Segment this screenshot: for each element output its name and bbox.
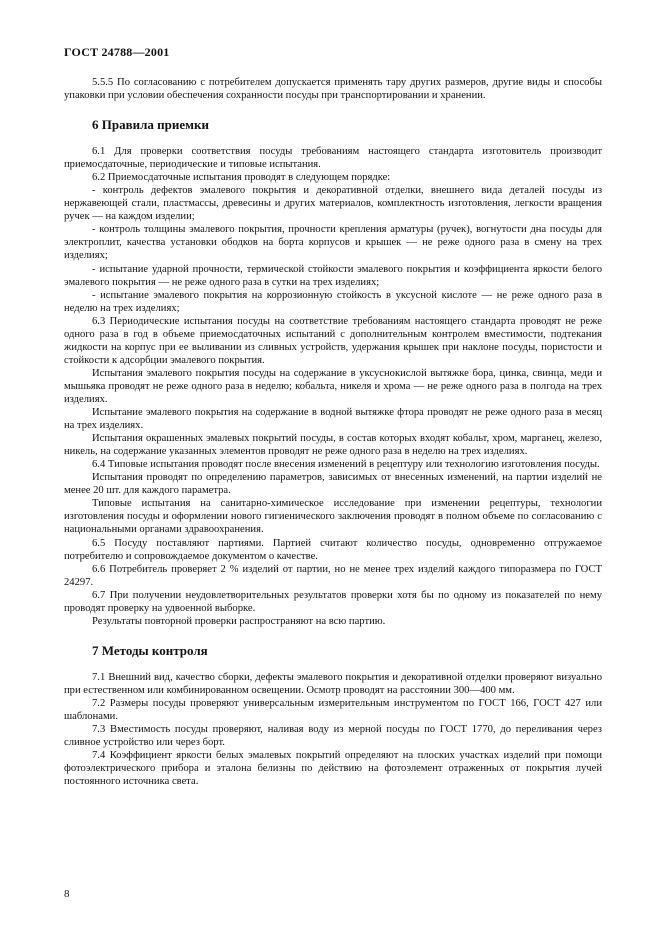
paragraph: Испытания эмалевого покрытия посуды на содержание в уксуснокислой вытяжке бора, цинка, свинца, меди и мышьяка проводят не реже одного раза в неделю; кобальта, никеля и хрома — не реже одного раза в полгода на трех изделиях. [64,367,602,405]
paragraph: 6.1 Для проверки соответствия посуды требованиям настоящего стандарта изготовитель производит приемосдаточные, периодические и типовые испытания. [64,146,602,171]
document-header: ГОСТ 24788—2001 [64,45,170,59]
paragraph: 6.3 Периодические испытания посуды на соответствие требованиям настоящего стандарта проводят не реже одного раза в год в объеме приемосдаточных испытаний с дополнительным контролем вместимости, подтекания жидкости на корпус при ее выливании из сливных устройств, удержания крышек при наклоне посуды, пористости и стойкости к адсорбции эмалевого покрытия. [64,315,602,366]
paragraph: Типовые испытания на санитарно-химическое исследование при изменении рецептуры, технологии изготовления посуды и оформлении нового гигиенического заключения проводят в полном объеме по согласованию с национальными органами здравоохранения. [64,498,602,536]
paragraph: Испытание эмалевого покрытия на содержание в водной вытяжке фтора проводят не реже одного раза в месяц на трех изделиях. [64,407,602,432]
list-item: - испытание эмалевого покрытия на коррозионную стойкость в уксусной кислоте — не реже одного раза в неделю на трех изделиях; [64,289,602,314]
paragraph-5-5-5: 5.5.5 По согласованию с потребителем допускается применять тару других размеров, другие виды и способы упаковки при условии обеспечения сохранности посуды при транспортировании и хранении. [64,77,602,102]
paragraph: Результаты повторной проверки распространяют на всю партию. [92,615,386,627]
list-item: - контроль дефектов эмалевого покрытия и декоративной отделки, внешнего вида деталей посуды из нержавеющей стали, пластмассы, древесины и других материалов, комплектность изготовления, легкости вращения ручек — на каждом изделии; [64,185,602,223]
paragraph: 6.4 Типовые испытания проводят после внесения изменений в рецептуру или технологию изготовления посуды. [92,459,600,471]
section-6-body [64,145,602,628]
section-6-title: 6 Правила приемки [92,117,209,133]
paragraph: Испытания окрашенных эмалевых покрытий посуды, в состав которых входят кобальт, хром, марганец, железо, никель, на содержание указанных элементов проводят не реже одного раза в неделю на трех изделиях. [64,433,602,458]
paragraph: 7.4 Коэффициент яркости белых эмалевых покрытий определяют на плоских участках изделий при помощи фотоэлектрического прибора и эталона белизны по действию на фотоэлемент отраженных от покрытия лучей постоянного источника света. [64,750,602,788]
section-7-body [64,671,602,788]
list-item: - контроль толщины эмалевого покрытия, прочности крепления арматуры (ручек), вогнутости дна посуды для электроплит, качества установки ободков на борта корпусов и крышек — не реже одного раза в смену на трех изделиях; [64,224,602,262]
section-7-title: 7 Методы контроля [92,642,208,658]
paragraph: Испытания проводят по определению параметров, зависимых от внесенных изменений, на партии изделий не менее 20 шт. для каждого параметра. [64,472,602,497]
paragraph: 6.2 Приемосдаточные испытания проводят в следующем порядке: [92,172,391,184]
page-number: 8 [64,888,70,900]
paragraph: 6.7 При получении неудовлетворительных результатов проверки хотя бы по одному из показателей по нему проводят проверку на удвоенной выборке. [64,589,602,614]
paragraph: 6.6 Потребитель проверяет 2 % изделий от партии, но не менее трех изделий каждого типоразмера по ГОСТ 24297. [64,563,602,588]
paragraph: 6.5 Посуду поставляют партиями. Партией считают количество посуды, одновременно отгружаемое потребителю и сопровождаемое документом о качестве. [64,537,602,562]
paragraph: 7.1 Внешний вид, качество сборки, дефекты эмалевого покрытия и декоративной отделки проверяют визуально при естественном или комбинированном освещении. Осмотр проводят на расстоянии 300—400 мм. [64,671,602,696]
list-item: - испытание ударной прочности, термической стойкости эмалевого покрытия и коэффициента яркости белого эмалевого покрытия — не реже одного раза в сутки на трех изделиях; [64,263,602,288]
page-content [64,76,602,788]
paragraph: 7.2 Размеры посуды проверяют универсальным измерительным инструментом по ГОСТ 166, ГОСТ 427 или шаблонами. [64,697,602,722]
paragraph: 7.3 Вместимость посуды проверяют, наливая воду из мерной посуды по ГОСТ 1770, до переливания через сливное устройство или через борт. [64,724,602,749]
